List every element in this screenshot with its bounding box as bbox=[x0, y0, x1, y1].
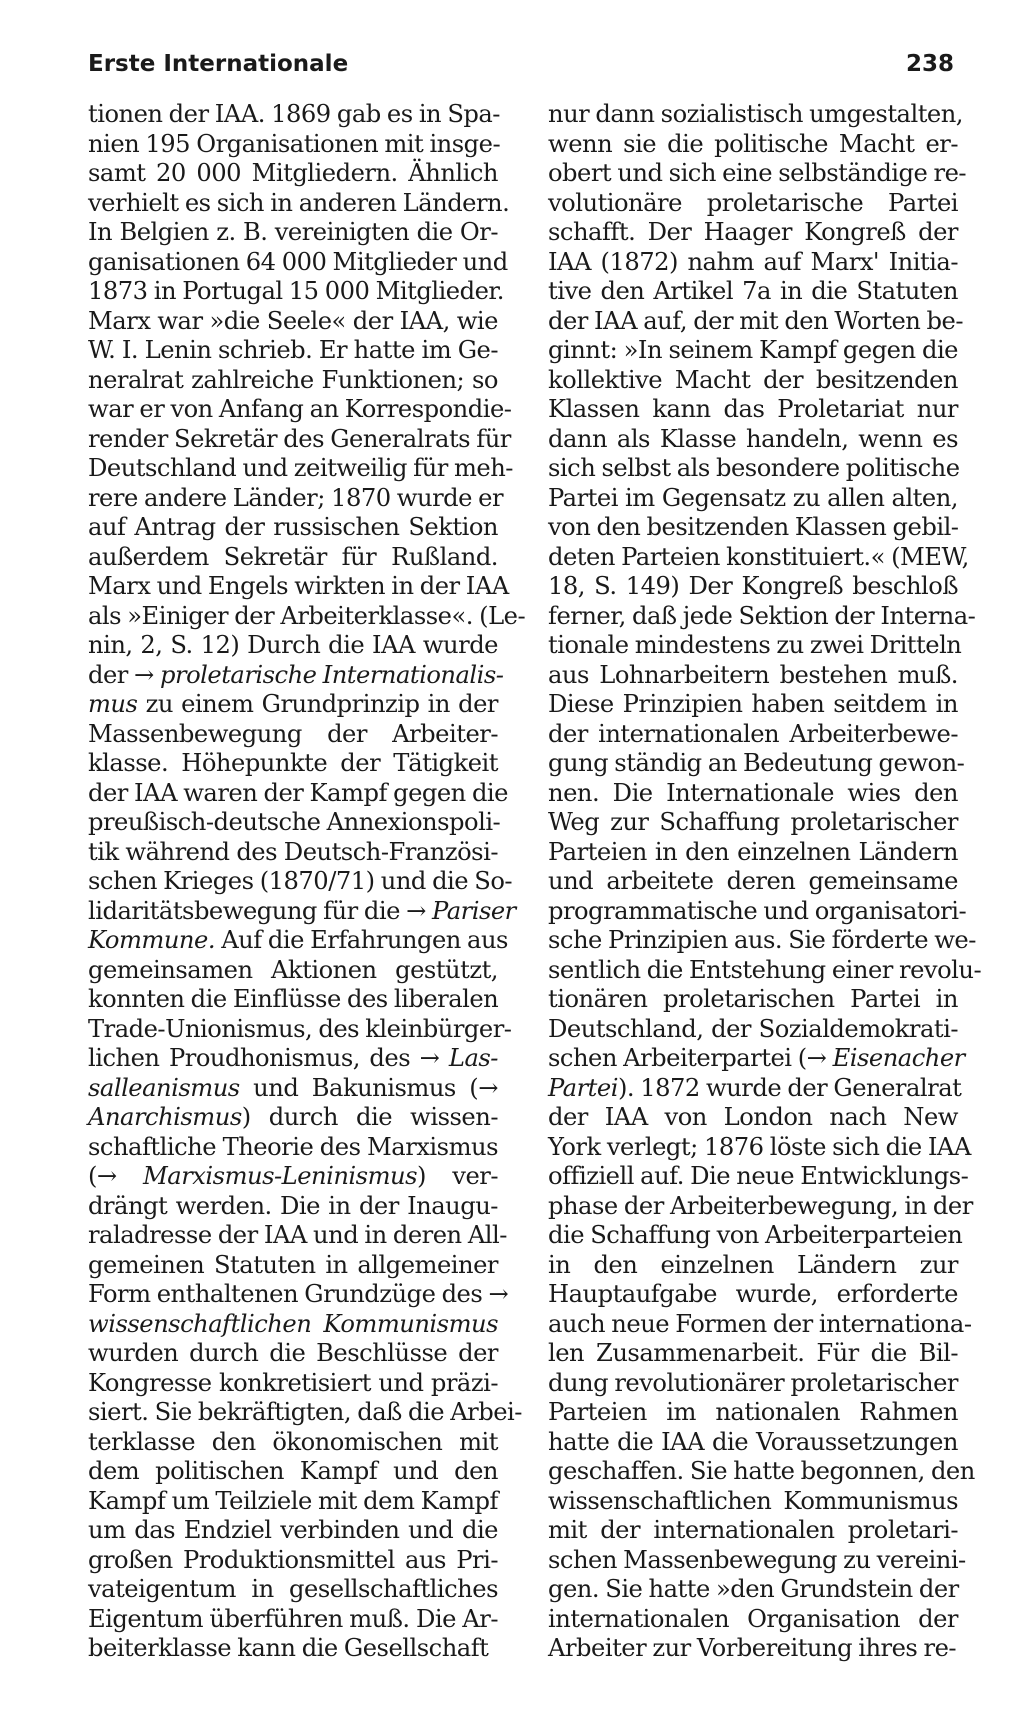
italic-term: Anarchismus bbox=[88, 1103, 242, 1131]
text-line bbox=[548, 1251, 958, 1281]
text-line bbox=[88, 778, 508, 809]
text-line bbox=[548, 454, 958, 484]
text-run: neralrat zahlreiche Funktionen; so bbox=[88, 365, 498, 394]
text-line bbox=[88, 188, 510, 219]
text-run: um das Endziel verbinden und die bbox=[88, 1516, 498, 1544]
text-run: der → bbox=[88, 660, 154, 689]
text-run: dann als Klasse handeln, wenn es bbox=[548, 424, 958, 453]
text-run: volutionäre proletarische Partei bbox=[548, 188, 958, 217]
text-line bbox=[548, 159, 967, 189]
text-run: war er von Anfang an Korrespondie- bbox=[88, 395, 512, 423]
text-run: kollektive Macht der besitzenden bbox=[548, 365, 958, 394]
text-line bbox=[548, 572, 958, 602]
text-run: Form enthaltenen Grundzüge des → bbox=[88, 1280, 509, 1308]
text-run: ferner, daß jede Sektion der Interna- bbox=[548, 601, 976, 630]
text-run: geschaffen. Sie hatte begonnen, den bbox=[548, 1457, 975, 1485]
text-run: beiterklasse kann die Gesellschaft bbox=[88, 1634, 489, 1662]
text-run: auch neue Formen der internationa- bbox=[548, 1309, 972, 1338]
text-line bbox=[548, 1162, 969, 1192]
text-run: von den besitzenden Klassen gebil- bbox=[548, 513, 959, 541]
text-run: schen Massenbewegung zu vereini- bbox=[548, 1545, 966, 1574]
text-line bbox=[88, 424, 511, 455]
text-line bbox=[548, 749, 965, 779]
text-line bbox=[548, 1605, 958, 1635]
text-run: der internationalen Arbeiterbewe- bbox=[548, 719, 958, 748]
text-run: Kampf um Teilziele mit dem Kampf bbox=[88, 1486, 498, 1515]
text-run: 18, S. 149) Der Kongreß beschloß bbox=[548, 572, 958, 600]
text-line bbox=[88, 543, 498, 573]
text-run: 1873 in Portugal 15 000 Mitglieder. bbox=[88, 277, 504, 305]
text-line bbox=[88, 867, 513, 897]
text-run: nien 195 Organisationen mit insge- bbox=[88, 129, 501, 158]
text-run: sche Prinzipien aus. Sie förderte we- bbox=[548, 926, 976, 954]
text-run: siert. Sie bekräftigten, daß die Arbei- bbox=[88, 1398, 522, 1426]
text-run: deten Parteien konstituiert.« (MEW, bbox=[548, 542, 969, 571]
text-line bbox=[548, 985, 958, 1015]
text-run: raladresse der IAA und in deren All- bbox=[88, 1221, 507, 1249]
text-run: klasse. Höhepunkte der Tätigkeit bbox=[88, 749, 498, 777]
text-run: dung revolutionärer proletarischer bbox=[548, 1368, 958, 1397]
text-run: Klassen kann das Proletariat nur bbox=[548, 395, 958, 423]
text-run: wissenschaftlichen Kommunismus bbox=[548, 1486, 958, 1515]
text-line bbox=[548, 926, 976, 956]
text-run: und arbeitete deren gemeinsame bbox=[548, 867, 958, 895]
text-line bbox=[548, 542, 969, 573]
text-line bbox=[88, 1280, 509, 1310]
text-run: gung ständig an Bedeutung gewon- bbox=[548, 749, 965, 777]
text-run: und Bakunismus (→ bbox=[239, 1073, 498, 1102]
text-run: rere andere Länder; 1870 wurde er bbox=[88, 483, 504, 512]
text-run: Auf die Erfahrungen aus bbox=[215, 926, 508, 954]
text-line bbox=[88, 956, 498, 986]
text-run: konnten die Einflüsse des liberalen bbox=[88, 985, 499, 1013]
text-line bbox=[548, 601, 976, 632]
text-line bbox=[548, 1073, 962, 1104]
text-column-left bbox=[88, 100, 526, 1664]
text-run: wenn sie die politische Macht er- bbox=[548, 129, 958, 158]
text-line bbox=[88, 1162, 498, 1192]
text-line bbox=[88, 985, 498, 1015]
text-line bbox=[548, 218, 958, 248]
text-line bbox=[548, 425, 958, 455]
text-line bbox=[88, 1369, 498, 1399]
text-run: programmatische und organisatori- bbox=[548, 896, 967, 925]
text-run: Partei im Gegensatz zu allen alten, bbox=[548, 483, 958, 512]
text-run: Hauptaufgabe wurde, erforderte bbox=[548, 1280, 958, 1308]
text-line bbox=[548, 306, 963, 337]
italic-term: Partei bbox=[548, 1073, 618, 1102]
text-run: Marx und Engels wirkten in der IAA bbox=[88, 572, 509, 600]
text-run: IAA (1872) nahm auf Marx' Initia- bbox=[548, 247, 958, 276]
text-line bbox=[548, 720, 958, 750]
page-number: 238 bbox=[905, 51, 954, 77]
text-run: Deutschland, der Sozialdemokrati- bbox=[548, 1014, 958, 1043]
text-run: sentlich die Entstehung einer revolu- bbox=[548, 955, 982, 984]
text-run: (→ bbox=[88, 1162, 117, 1190]
text-run: als »Einiger der Arbeiterklasse«. (Le- bbox=[88, 601, 526, 630]
text-line bbox=[548, 1428, 958, 1458]
text-line bbox=[548, 484, 958, 514]
text-line bbox=[88, 395, 512, 425]
text-run: der IAA von London nach New bbox=[548, 1103, 958, 1131]
text-line bbox=[548, 248, 958, 278]
text-line bbox=[548, 1545, 966, 1576]
text-line bbox=[548, 1132, 971, 1163]
text-line bbox=[88, 1103, 498, 1133]
text-run: lidaritätsbewegung für die → bbox=[88, 896, 426, 925]
text-line bbox=[88, 690, 498, 720]
text-line bbox=[88, 247, 508, 278]
text-run: gen. Sie hatte »den Grundstein der bbox=[548, 1575, 959, 1603]
text-line bbox=[88, 1575, 498, 1605]
text-run: gemeinen Statuten in allgemeiner bbox=[88, 1250, 498, 1279]
text-line bbox=[548, 130, 958, 160]
text-line bbox=[548, 896, 967, 927]
text-line bbox=[548, 100, 963, 130]
italic-term: salleanismus bbox=[88, 1073, 240, 1102]
text-line bbox=[548, 955, 982, 986]
text-line bbox=[88, 720, 498, 750]
text-line bbox=[548, 838, 958, 868]
text-run: terklasse den ökonomischen mit bbox=[88, 1427, 498, 1456]
text-line bbox=[88, 1546, 498, 1576]
italic-term: Las- bbox=[448, 1044, 498, 1072]
text-run: Diese Prinzipien haben seitdem in bbox=[548, 690, 958, 718]
text-line bbox=[548, 1369, 958, 1399]
text-line bbox=[88, 513, 498, 543]
italic-term: wissenschaftlichen Kommunismus bbox=[88, 1309, 498, 1338]
text-run: vateigentum in gesellschaftliches bbox=[88, 1575, 498, 1603]
italic-term: Eisenacher bbox=[832, 1044, 965, 1072]
text-line bbox=[88, 1221, 507, 1251]
text-run: gemeinsamen Aktionen gestützt, bbox=[88, 955, 498, 984]
running-head bbox=[88, 44, 958, 84]
text-run: Deutschland und zeitweilig für meh- bbox=[88, 454, 513, 482]
text-run: dem politischen Kampf und den bbox=[88, 1457, 498, 1485]
text-run: Eigentum überführen muß. Die Ar- bbox=[88, 1604, 498, 1633]
italic-term: Kommune. bbox=[88, 926, 216, 954]
text-run: Parteien in den einzelnen Ländern bbox=[548, 837, 958, 866]
italic-term: proletarische Internationalis- bbox=[160, 660, 504, 689]
text-line bbox=[88, 366, 498, 396]
text-line bbox=[548, 1487, 958, 1517]
text-line bbox=[88, 483, 504, 514]
text-run: internationalen Organisation der bbox=[548, 1604, 958, 1633]
text-line bbox=[548, 690, 958, 720]
text-line bbox=[548, 1044, 965, 1074]
text-line bbox=[88, 660, 504, 691]
text-line bbox=[548, 808, 958, 838]
text-line bbox=[548, 1457, 975, 1487]
text-run: drängt werden. Die in der Inaugu- bbox=[88, 1191, 498, 1220]
text-run: zu einem Grundprinzip in der bbox=[137, 690, 498, 718]
text-run: offiziell auf. Die neue Entwicklungs- bbox=[548, 1162, 969, 1190]
text-run: ganisationen 64 000 Mitglieder und bbox=[88, 247, 508, 276]
italic-term: Pariser bbox=[432, 896, 516, 925]
text-line bbox=[548, 277, 958, 307]
text-line bbox=[88, 1487, 498, 1517]
text-run: schafft. Der Haager Kongreß der bbox=[548, 218, 958, 246]
text-line bbox=[88, 896, 516, 927]
text-run: aus Lohnarbeitern bestehen muß. bbox=[548, 660, 958, 689]
text-run: wurden durch die Beschlüsse der bbox=[88, 1339, 498, 1367]
text-run: tik während des Deutsch-Französi- bbox=[88, 837, 498, 866]
text-run: ginnt: »In seinem Kampf gegen die bbox=[548, 336, 958, 364]
text-run: Weg zur Schaffung proletarischer bbox=[548, 808, 958, 836]
text-run: außerdem Sekretär für Rußland. bbox=[88, 542, 498, 571]
text-run: sich selbst als besondere politische bbox=[548, 454, 960, 482]
text-line bbox=[548, 1339, 958, 1369]
text-line bbox=[88, 277, 504, 307]
text-line bbox=[88, 1074, 498, 1104]
text-run: nen. Die Internationale wies den bbox=[548, 778, 958, 807]
text-run: mit der internationalen proletari- bbox=[548, 1516, 958, 1544]
text-run: verhielt es sich in anderen Ländern. bbox=[88, 188, 510, 217]
text-line bbox=[548, 1634, 958, 1664]
text-line bbox=[88, 1516, 498, 1546]
text-line bbox=[88, 100, 498, 130]
text-run: tionale mindestens zu zwei Dritteln bbox=[548, 631, 962, 659]
text-line bbox=[88, 1605, 498, 1635]
text-run: großen Produktionsmittel aus Pri- bbox=[88, 1545, 498, 1574]
text-run: nin, 2, S. 12) Durch die IAA wurde bbox=[88, 631, 498, 659]
text-run: Kongresse konkretisiert und präzi- bbox=[88, 1368, 498, 1397]
text-run: nur dann sozialistisch umgestalten, bbox=[548, 100, 963, 128]
text-run: phase der Arbeiterbewegung, in der bbox=[548, 1191, 973, 1220]
text-line bbox=[548, 1015, 958, 1045]
text-line bbox=[88, 601, 526, 632]
text-run: der IAA auf, der mit den Worten be- bbox=[548, 306, 963, 335]
text-line bbox=[548, 395, 958, 425]
text-line bbox=[88, 1044, 498, 1074]
text-line bbox=[548, 1280, 958, 1310]
text-line bbox=[88, 1398, 522, 1428]
text-line bbox=[88, 454, 513, 484]
text-line bbox=[88, 1634, 498, 1664]
text-run: Massenbewegung der Arbeiter- bbox=[88, 719, 498, 748]
text-run: schen Arbeiterpartei (→ bbox=[548, 1044, 827, 1072]
text-run: die Schaffung von Arbeiterparteien bbox=[548, 1221, 963, 1249]
text-run: render Sekretär des Generalrats für bbox=[88, 424, 511, 453]
text-line bbox=[548, 1516, 958, 1546]
text-run: tionären proletarischen Partei in bbox=[548, 985, 958, 1013]
text-run: hatte die IAA die Voraussetzungen bbox=[548, 1427, 958, 1456]
text-line bbox=[88, 1457, 498, 1487]
text-run: W. I. Lenin schrieb. Er hatte im Ge- bbox=[88, 336, 498, 364]
text-line bbox=[88, 129, 501, 160]
text-run: schen Krieges (1870/71) und die So- bbox=[88, 867, 513, 895]
text-line bbox=[548, 1191, 973, 1222]
text-run: ). 1872 wurde der Generalrat bbox=[617, 1073, 962, 1102]
text-line bbox=[548, 366, 958, 396]
text-line bbox=[88, 808, 501, 838]
text-run: ) durch die wissen- bbox=[241, 1103, 498, 1131]
text-line bbox=[548, 631, 962, 661]
text-line bbox=[88, 631, 498, 661]
text-run: York verlegt; 1876 löste sich die IAA bbox=[548, 1132, 971, 1161]
text-line bbox=[88, 926, 508, 956]
text-run: der IAA waren der Kampf gegen die bbox=[88, 778, 508, 807]
text-column-right bbox=[548, 100, 982, 1664]
text-line bbox=[88, 1014, 512, 1045]
text-run: Marx war »die Seele« der IAA, wie bbox=[88, 306, 498, 335]
text-line bbox=[548, 513, 958, 543]
text-line bbox=[88, 1310, 498, 1340]
text-line bbox=[88, 572, 509, 602]
text-line bbox=[88, 1339, 498, 1369]
text-line bbox=[548, 1575, 958, 1605]
text-run: tive den Artikel 7a in die Statuten bbox=[548, 277, 958, 305]
text-line bbox=[548, 189, 958, 219]
text-run: ) ver- bbox=[417, 1162, 498, 1190]
text-run: Parteien im nationalen Rahmen bbox=[548, 1398, 958, 1426]
text-run: tionen der IAA. 1869 gab es in Spa- bbox=[88, 100, 500, 128]
text-line bbox=[88, 1428, 498, 1458]
text-run: auf Antrag der russischen Sektion bbox=[88, 513, 498, 541]
text-line bbox=[548, 779, 958, 809]
text-line bbox=[88, 838, 498, 868]
text-run: schaftliche Theorie des Marxismus bbox=[88, 1132, 498, 1161]
text-run: Trade-Unionismus, des kleinbürger- bbox=[88, 1014, 512, 1043]
text-line bbox=[548, 1398, 958, 1428]
text-line bbox=[548, 867, 958, 897]
text-line bbox=[88, 218, 498, 248]
text-line bbox=[548, 1309, 972, 1340]
page-title: Erste Internationale bbox=[88, 51, 349, 77]
italic-term: Marxismus-Leninismus bbox=[143, 1162, 418, 1190]
italic-term: mus bbox=[88, 690, 138, 718]
text-line bbox=[88, 159, 498, 189]
text-line bbox=[548, 336, 958, 366]
text-run: obert und sich eine selbständige re- bbox=[548, 159, 967, 187]
text-line bbox=[548, 1103, 958, 1133]
text-line bbox=[548, 661, 958, 691]
text-run: In Belgien z. B. vereinigten die Or- bbox=[88, 218, 498, 246]
text-line bbox=[88, 1192, 498, 1222]
text-line bbox=[548, 1221, 963, 1251]
text-run: Arbeiter zur Vorbereitung ihres re- bbox=[548, 1634, 957, 1662]
text-line bbox=[88, 1133, 498, 1163]
text-line bbox=[88, 336, 498, 366]
text-run: in den einzelnen Ländern zur bbox=[548, 1250, 958, 1279]
text-run: samt 20 000 Mitgliedern. Ähnlich bbox=[88, 159, 498, 187]
text-line bbox=[88, 1251, 498, 1281]
text-run: preußisch-deutsche Annexionspoli- bbox=[88, 808, 501, 836]
text-run: lichen Proudhonismus, des → bbox=[88, 1044, 440, 1072]
text-run: len Zusammenarbeit. Für die Bil- bbox=[548, 1339, 958, 1367]
text-line bbox=[88, 749, 498, 779]
text-line bbox=[88, 307, 498, 337]
